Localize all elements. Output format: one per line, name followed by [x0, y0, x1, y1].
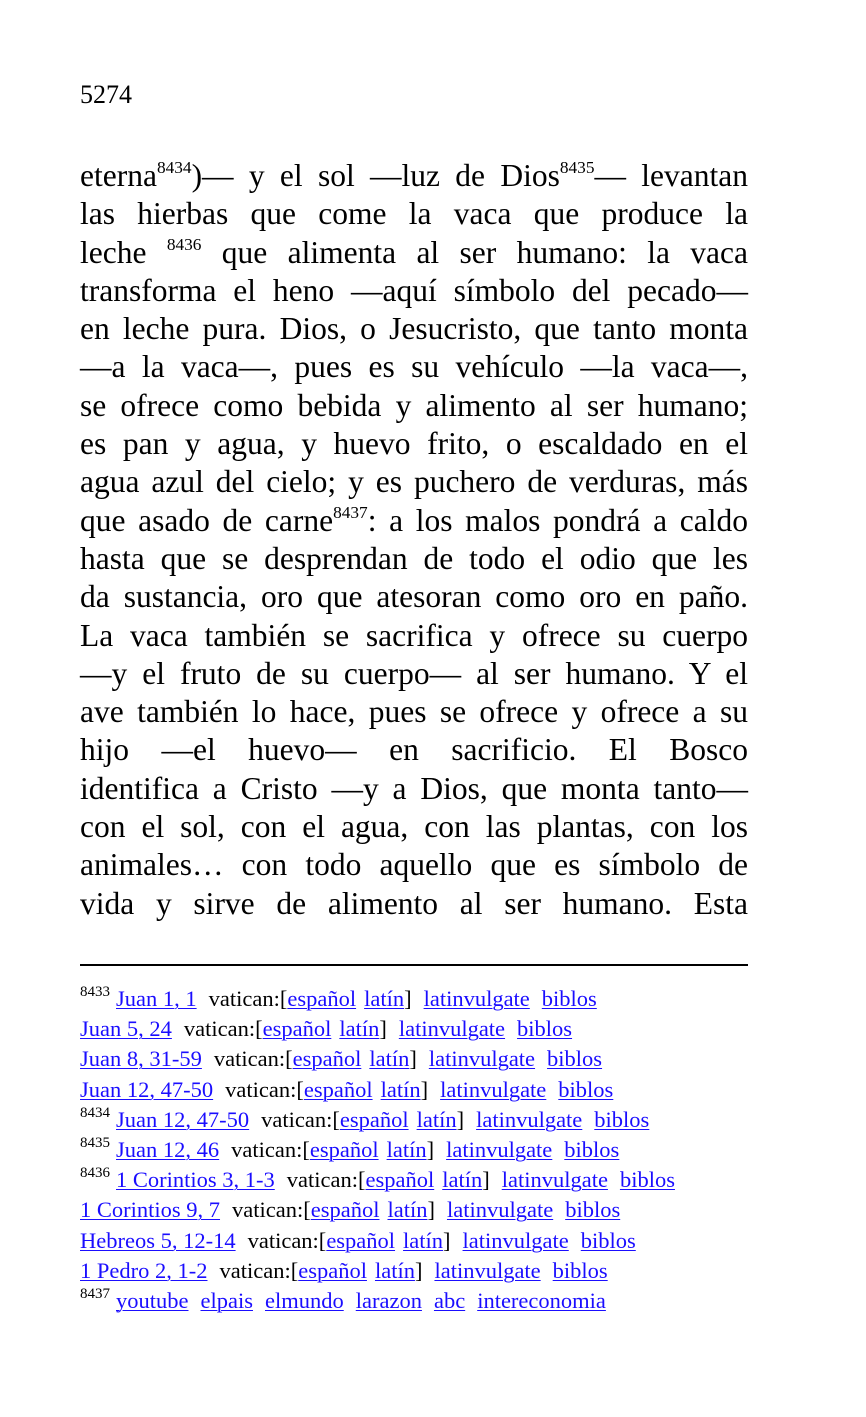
vatican-close-bracket: ] [379, 1016, 387, 1042]
vatican-close-bracket: ] [404, 986, 412, 1011]
vatican-espanol-link[interactable]: español [262, 1016, 332, 1042]
vatican-label: vatican:[ [183, 1016, 263, 1042]
vatican-label: vatican:[ [286, 1167, 366, 1193]
body-line: da sustancia, oro que atesoran como oro en paño. [80, 579, 748, 615]
footnote-number: 8433 [80, 984, 110, 1000]
latinvulgate-link[interactable]: latinvulgate [428, 1046, 536, 1072]
bible-reference-link[interactable]: Hebreos 5, 12-14 [80, 1227, 236, 1253]
vatican-label: vatican:[ [225, 1076, 304, 1102]
body-line: ave también lo hace, pues se ofrece y ofrece a su [80, 694, 748, 730]
body-line: identifica a Cristo —y a Dios, que monta tanto— [80, 770, 748, 806]
page-number: 5274 [80, 80, 132, 109]
bible-reference-link[interactable]: Juan 12, 47-50 [80, 1076, 214, 1102]
footnote-reference: 8437 [333, 502, 368, 522]
intereconomia-link[interactable]: intereconomia [477, 1287, 606, 1313]
vatican-close-bracket: ] [409, 1046, 417, 1072]
latinvulgate-link[interactable]: latinvulgate [434, 1257, 541, 1283]
body-line [80, 502, 748, 540]
vatican-label: vatican:[ [232, 1197, 311, 1223]
vatican-latin-link[interactable]: latín [387, 1197, 428, 1223]
body-text-segment: — levantan [594, 158, 748, 193]
biblos-link[interactable]: biblos [541, 986, 597, 1011]
body-line: animales… con todo aquello que es símbolo de [80, 847, 748, 883]
vatican-espanol-link[interactable]: español [292, 1046, 362, 1072]
vatican-latin-link[interactable]: latín [380, 1076, 421, 1102]
body-line: —y el fruto de su cuerpo— al ser humano. Y el [80, 655, 748, 691]
larazon-link[interactable]: larazon [355, 1287, 422, 1313]
vatican-latin-link[interactable]: latín [442, 1167, 483, 1193]
vatican-label: vatican:[ [261, 1106, 340, 1132]
footnote-entry [80, 1135, 760, 1165]
vatican-espanol-link[interactable]: español [310, 1197, 380, 1223]
footnote-entry [80, 1195, 760, 1225]
latinvulgate-link[interactable]: latinvulgate [446, 1197, 554, 1223]
vatican-label: vatican:[ [231, 1136, 310, 1162]
biblos-link[interactable]: biblos [565, 1197, 621, 1223]
vatican-label: vatican:[ [247, 1227, 327, 1253]
footnote-separator [80, 964, 748, 966]
vatican-espanol-link[interactable]: español [303, 1076, 373, 1102]
body-text-segment: )— y el sol —luz de Dios [191, 158, 560, 193]
biblos-link[interactable]: biblos [552, 1257, 608, 1283]
body-line: La vaca también se sacrifica y ofrece su cuerpo [80, 617, 748, 653]
footnote-reference: 8435 [559, 158, 595, 178]
footnote-entry [80, 984, 760, 1014]
vatican-latin-link[interactable]: latín [369, 1046, 410, 1072]
body-line: con el sol, con el agua, con las plantas, con los [80, 809, 748, 845]
latinvulgate-link[interactable]: latinvulgate [446, 1136, 553, 1162]
vatican-espanol-link[interactable]: español [339, 1106, 409, 1132]
latinvulgate-link[interactable]: latinvulgate [476, 1106, 583, 1132]
footnote-number: 8434 [80, 1104, 110, 1121]
body-text-segment: leche [80, 234, 167, 270]
footnote-entry [80, 1075, 760, 1105]
vatican-close-bracket: ] [420, 1076, 429, 1102]
latinvulgate-link[interactable]: latinvulgate [462, 1227, 569, 1253]
body-text-segment: que asado de carne [80, 502, 334, 538]
body-line: las hierbas que come la vaca que produce la [80, 196, 748, 232]
footnote-entry [80, 1256, 760, 1286]
vatican-close-bracket: ] [482, 1167, 490, 1193]
biblos-link[interactable]: biblos [558, 1076, 614, 1102]
footnotes [80, 984, 760, 1316]
footnote-number: 8435 [80, 1134, 110, 1151]
vatican-espanol-link[interactable]: español [326, 1227, 396, 1253]
footnote-entry [80, 1014, 760, 1044]
biblos-link[interactable]: biblos [619, 1167, 675, 1193]
vatican-close-bracket: ] [456, 1106, 465, 1132]
vatican-latin-link[interactable]: latín [374, 1257, 415, 1283]
body-text-segment: que alimenta al ser humano: la vaca [201, 234, 748, 270]
vatican-close-bracket: ] [426, 1136, 435, 1162]
footnote-entry [80, 1044, 760, 1074]
bible-reference-link[interactable]: 1 Corintios 9, 7 [80, 1197, 221, 1223]
biblos-link[interactable]: biblos [564, 1136, 620, 1162]
bible-reference-link[interactable]: Juan 5, 24 [80, 1016, 172, 1042]
elmundo-link[interactable]: elmundo [264, 1287, 344, 1313]
vatican-latin-link[interactable]: latín [364, 986, 405, 1011]
body-line: es pan y agua, y huevo frito, o escaldado en el [80, 426, 748, 462]
footnote-entry [80, 1105, 760, 1135]
body-line: hijo —el huevo— en sacrificio. El Bosco [80, 732, 748, 768]
body-line: agua azul del cielo; y es puchero de verduras, más [80, 464, 748, 500]
body-text-segment: eterna [80, 158, 157, 193]
latinvulgate-link[interactable]: latinvulgate [501, 1167, 608, 1193]
body-line: vida y sirve de alimento al ser humano. Esta [80, 885, 748, 921]
vatican-latin-link[interactable]: latín [386, 1136, 427, 1162]
body-line: se ofrece como bebida y alimento al ser humano; [80, 387, 748, 423]
bible-reference-link[interactable]: Juan 1, 1 [116, 986, 197, 1011]
biblos-link[interactable]: biblos [580, 1227, 636, 1253]
body-line: en leche pura. Dios, o Jesucristo, que tanto monta [80, 311, 748, 347]
body-line [80, 234, 748, 272]
vatican-label: vatican:[ [219, 1257, 299, 1283]
abc-link[interactable]: abc [433, 1287, 466, 1313]
footnote-entry [80, 1165, 760, 1195]
elpais-link[interactable]: elpais [200, 1287, 253, 1313]
footnote-entry-media [80, 1286, 760, 1316]
vatican-latin-link[interactable]: latín [416, 1106, 457, 1132]
vatican-close-bracket: ] [414, 1257, 423, 1283]
footnote-reference: 8434 [156, 158, 192, 178]
vatican-espanol-link[interactable]: español [287, 986, 357, 1011]
latinvulgate-link[interactable]: latinvulgate [423, 986, 530, 1011]
body-line: transforma el heno —aquí símbolo del pecado— [80, 272, 748, 308]
vatican-espanol-link[interactable]: español [309, 1136, 379, 1162]
vatican-espanol-link[interactable]: español [365, 1167, 435, 1193]
vatican-latin-link[interactable]: latín [339, 1016, 380, 1042]
latinvulgate-link[interactable]: latinvulgate [398, 1016, 506, 1042]
footnote-entry [80, 1226, 760, 1256]
body-line: —a la vaca—, pues es su vehículo —la vaca—, [80, 349, 748, 385]
vatican-close-bracket: ] [443, 1227, 451, 1253]
youtube-link[interactable]: youtube [116, 1287, 189, 1313]
biblos-link[interactable]: biblos [594, 1106, 650, 1132]
vatican-latin-link[interactable]: latín [403, 1227, 444, 1253]
bible-reference-link[interactable]: Juan 12, 46 [116, 1136, 220, 1162]
body-text-segment: : a los malos pondrá a caldo [367, 502, 749, 538]
vatican-label: vatican:[ [208, 986, 288, 1011]
latinvulgate-link[interactable]: latinvulgate [440, 1076, 547, 1102]
bible-reference-link[interactable]: Juan 12, 47-50 [116, 1106, 250, 1132]
body-line: hasta que se desprendan de todo el odio que les [80, 540, 748, 576]
biblos-link[interactable]: biblos [517, 1016, 573, 1042]
footnote-number: 8436 [80, 1165, 110, 1182]
bible-reference-link[interactable]: 1 Corintios 3, 1-3 [116, 1167, 275, 1193]
body-paragraph [80, 157, 748, 923]
vatican-espanol-link[interactable]: español [298, 1257, 367, 1283]
footnote-number: 8437 [80, 1285, 110, 1302]
body-line [80, 157, 748, 195]
bible-reference-link[interactable]: Juan 8, 31-59 [80, 1046, 202, 1072]
vatican-label: vatican:[ [213, 1046, 293, 1072]
bible-reference-link[interactable]: 1 Pedro 2, 1-2 [80, 1257, 208, 1283]
vatican-close-bracket: ] [427, 1197, 435, 1223]
footnote-reference: 8436 [166, 234, 202, 254]
biblos-link[interactable]: biblos [547, 1046, 603, 1072]
